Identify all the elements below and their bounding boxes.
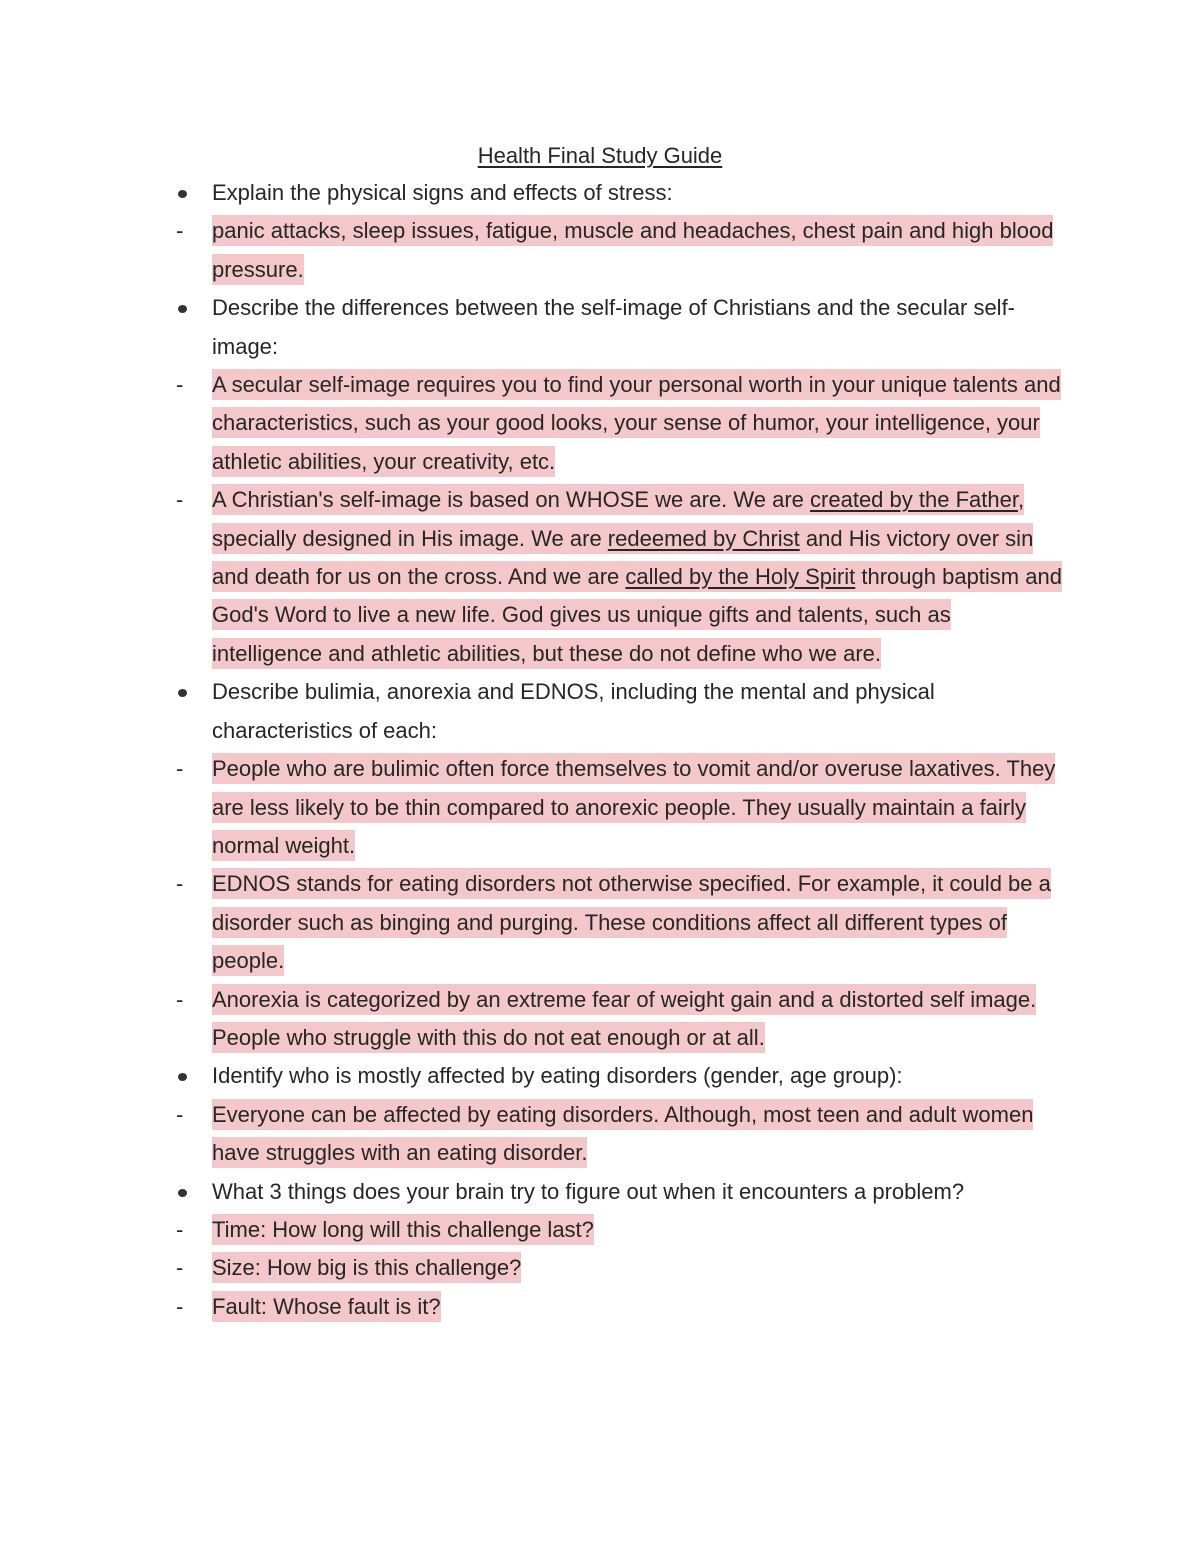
text-run: through baptism and God's Word to live a new life. God gives us unique gifts and talents, such as intelligence and athletic abilities, but these do not define who we are. — [212, 564, 1062, 666]
answer-text — [212, 484, 1062, 669]
bullet-icon — [178, 689, 187, 697]
answer-item — [0, 1211, 1062, 1249]
bullet-icon — [178, 305, 187, 313]
dash-marker: - — [176, 986, 184, 1012]
dash-marker: - — [176, 756, 184, 782]
answer-text: Size: How big is this challenge? — [212, 1252, 521, 1283]
answer-text: Time: How long will this challenge last? — [212, 1214, 594, 1245]
study-guide-list — [0, 174, 1200, 1326]
dash-marker: - — [176, 372, 184, 398]
question-item — [0, 673, 1062, 750]
answer-text: panic attacks, sleep issues, fatigue, muscle and headaches, chest pain and high blood pressure. — [212, 215, 1053, 284]
question-text: Describe bulimia, anorexia and EDNOS, including the mental and physical characteristics of each: — [212, 679, 935, 743]
dash-marker: - — [176, 1293, 184, 1319]
answer-text: EDNOS stands for eating disorders not otherwise specified. For example, it could be a disorder such as binging and purging. These conditions affect all different types of people. — [212, 868, 1051, 976]
question-item — [0, 174, 1062, 212]
dash-marker: - — [176, 871, 184, 897]
answer-text: Anorexia is categorized by an extreme fear of weight gain and a distorted self image. People who struggle with this do not eat enough or at all. — [212, 984, 1036, 1053]
dash-marker: - — [176, 487, 184, 513]
underlined-phrase: created by the Father — [810, 487, 1018, 513]
text-run: , specially designed in His image. We are — [212, 487, 1025, 551]
answer-item — [0, 366, 1062, 481]
question-item — [0, 1173, 1062, 1211]
underlined-phrase: redeemed by Christ — [607, 525, 800, 551]
answer-item — [0, 212, 1062, 289]
answer-text: Everyone can be affected by eating disorders. Although, most teen and adult women have struggles with an eating disorder. — [212, 1099, 1033, 1168]
page-title: Health Final Study Guide — [477, 143, 723, 168]
answer-item — [0, 481, 1062, 673]
answer-item — [0, 1288, 1062, 1326]
underlined-phrase: called by the Holy Spirit — [625, 564, 856, 590]
dash-marker: - — [176, 1255, 184, 1281]
answer-item — [0, 981, 1062, 1058]
question-text: Describe the differences between the self-image of Christians and the secular self-image: — [212, 295, 1016, 359]
answer-text: A secular self-image requires you to find your personal worth in your unique talents and characteristics, such as your good looks, your sense of humor, your intelligence, your athletic abilities, your creativity, etc. — [212, 369, 1061, 477]
question-text: Explain the physical signs and effects of stress: — [212, 180, 673, 205]
answer-item — [0, 865, 1062, 980]
text-run: and His victory over sin and death for us on the cross. And we are — [212, 525, 1034, 590]
text-run: A Christian's self-image is based on WHOSE we are. We are — [212, 487, 811, 513]
answer-text: Fault: Whose fault is it? — [212, 1291, 441, 1322]
answer-item — [0, 1096, 1062, 1173]
dash-marker: - — [176, 1101, 184, 1127]
dash-marker: - — [176, 1216, 184, 1242]
bullet-icon — [178, 190, 187, 198]
answer-item — [0, 750, 1062, 865]
bullet-icon — [178, 1073, 187, 1081]
question-item — [0, 289, 1062, 366]
dash-marker: - — [176, 218, 184, 244]
answer-text: People who are bulimic often force themselves to vomit and/or overuse laxatives. They are less likely to be thin compared to anorexic people. They usually maintain a fairly normal weight. — [212, 753, 1055, 861]
bullet-icon — [178, 1189, 187, 1197]
question-text: What 3 things does your brain try to figure out when it encounters a problem? — [212, 1178, 965, 1204]
question-item — [0, 1057, 1062, 1095]
question-text: Identify who is mostly affected by eating disorders (gender, age group): — [212, 1063, 903, 1089]
answer-item — [0, 1249, 1062, 1287]
